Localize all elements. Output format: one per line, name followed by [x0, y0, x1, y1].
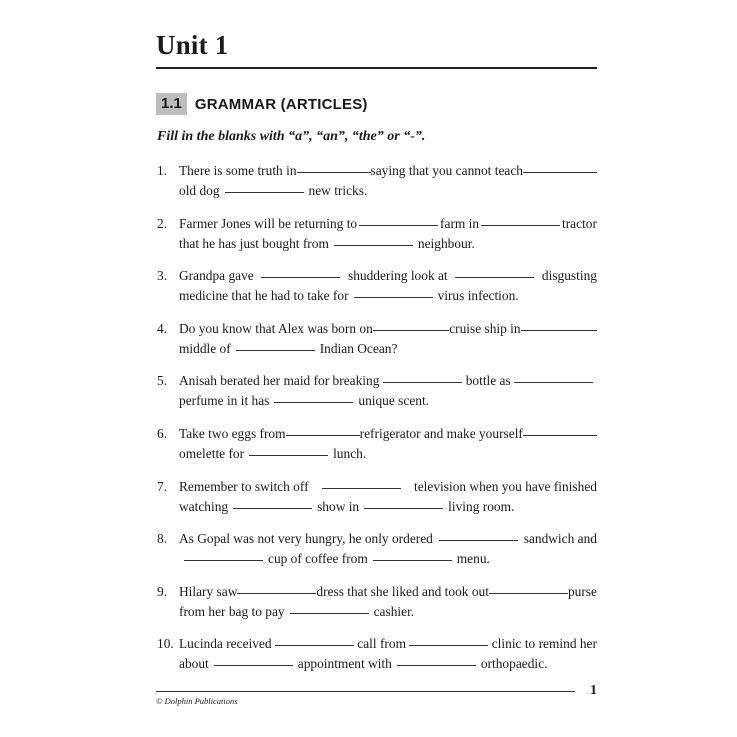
item-number: 7. — [157, 478, 168, 494]
item-text: dress that she liked and took out — [316, 583, 489, 599]
item-line1 — [179, 582, 597, 602]
item-line2 — [179, 497, 597, 517]
exercise-item — [157, 370, 597, 423]
item-text: cruise ship in — [449, 320, 521, 336]
item-text: cup of coffee from — [268, 551, 368, 567]
answer-blank[interactable] — [184, 560, 263, 561]
item-line1 — [179, 424, 597, 444]
item-text: unique scent. — [358, 393, 430, 409]
item-number: 6. — [157, 425, 168, 441]
answer-blank[interactable] — [439, 540, 518, 541]
item-text: from her bag to pay — [179, 603, 285, 619]
answer-blank[interactable] — [383, 382, 462, 383]
answer-blank[interactable] — [286, 435, 360, 436]
answer-blank[interactable] — [322, 488, 401, 489]
item-text: medicine that he had to take for — [179, 288, 349, 304]
answer-blank[interactable] — [359, 225, 438, 226]
item-text: saying that you cannot teach — [370, 163, 523, 178]
answer-blank[interactable] — [521, 330, 597, 331]
exercise-item — [157, 423, 597, 476]
answer-blank[interactable] — [233, 508, 312, 509]
title-divider — [156, 67, 597, 69]
exercise-item — [157, 318, 597, 371]
item-text: living room. — [448, 498, 515, 514]
item-text: Lucinda received — [179, 636, 272, 652]
item-line2 — [179, 181, 597, 201]
item-number: 2. — [157, 215, 168, 231]
item-text: new tricks. — [308, 183, 368, 198]
item-text: menu. — [456, 551, 490, 567]
item-text: Hilary saw — [179, 583, 238, 599]
item-text: orthopaedic. — [480, 656, 548, 672]
item-text: lunch. — [333, 445, 367, 461]
instruction: Fill in the blanks with “a”, “an”, “the” or “-”. — [157, 129, 426, 144]
item-text: clinic to remind her — [491, 636, 597, 652]
item-line1 — [179, 477, 597, 497]
answer-blank[interactable] — [225, 192, 304, 193]
answer-blank[interactable] — [523, 172, 597, 173]
item-text: tractor — [562, 215, 597, 231]
answer-blank[interactable] — [297, 172, 371, 173]
item-text: Do you know that Alex was born on — [179, 320, 373, 336]
item-text: Indian Ocean? — [319, 340, 398, 356]
answer-blank[interactable] — [397, 665, 476, 666]
item-text: omelette for — [179, 445, 245, 461]
answer-blank[interactable] — [290, 613, 369, 614]
answer-blank[interactable] — [237, 593, 316, 594]
section-number: 1.1 — [156, 93, 187, 115]
answer-blank[interactable] — [334, 245, 413, 246]
item-text: Anisah berated her maid for breaking — [179, 373, 380, 389]
page-number: 1 — [590, 683, 597, 698]
exercise-list — [157, 160, 597, 686]
answer-blank[interactable] — [354, 297, 433, 298]
answer-blank[interactable] — [214, 665, 293, 666]
item-text: perfume in it has — [179, 393, 270, 409]
item-text: Take two eggs from — [179, 425, 286, 441]
item-text: bottle as — [465, 373, 511, 389]
item-number: 10. — [157, 636, 174, 652]
item-line1 — [179, 319, 597, 339]
item-text: old dog — [179, 183, 220, 198]
exercise-item — [157, 476, 597, 529]
item-number: 4. — [157, 320, 168, 336]
answer-blank[interactable] — [523, 435, 597, 436]
answer-blank[interactable] — [261, 277, 340, 278]
item-text: television when you have finished — [414, 478, 597, 494]
exercise-item — [157, 265, 597, 318]
item-text: Grandpa gave — [179, 268, 254, 284]
item-line2 — [179, 602, 597, 622]
item-text: about — [179, 656, 209, 672]
answer-blank[interactable] — [409, 645, 488, 646]
answer-blank[interactable] — [489, 593, 568, 594]
footer-divider — [156, 691, 575, 692]
item-text: Farmer Jones will be returning to — [179, 215, 358, 231]
item-line1 — [179, 371, 597, 391]
item-text: Remember to switch off — [179, 478, 309, 494]
answer-blank[interactable] — [373, 330, 449, 331]
exercise-item — [157, 528, 597, 581]
item-text: cashier. — [373, 603, 415, 619]
item-number: 8. — [157, 531, 168, 547]
exercise-item — [157, 213, 597, 266]
answer-blank[interactable] — [373, 560, 452, 561]
answer-blank[interactable] — [481, 225, 560, 226]
item-text: show in — [317, 498, 360, 514]
copyright: © Dolphin Publications — [156, 696, 238, 706]
answer-blank[interactable] — [455, 277, 534, 278]
item-text: There is some truth in — [179, 163, 297, 178]
item-number: 1. — [157, 163, 168, 178]
item-text: refrigerator and make yourself — [359, 425, 523, 441]
item-number: 3. — [157, 268, 168, 284]
item-text: that he has just bought from — [179, 235, 329, 251]
item-text: sandwich and — [523, 531, 597, 547]
item-line2 — [179, 339, 597, 359]
answer-blank[interactable] — [236, 350, 315, 351]
answer-blank[interactable] — [275, 645, 354, 646]
unit-title: Unit 1 — [156, 30, 229, 60]
answer-blank[interactable] — [249, 455, 328, 456]
item-line2 — [179, 391, 597, 411]
item-line1 — [179, 529, 597, 549]
item-line2 — [179, 444, 597, 464]
item-text: virus infection. — [437, 288, 519, 304]
answer-blank[interactable] — [364, 508, 443, 509]
item-text: appointment with — [297, 656, 392, 672]
item-number: 9. — [157, 583, 168, 599]
item-line1 — [179, 214, 597, 234]
item-text: call from — [357, 636, 407, 652]
item-text: farm in — [440, 215, 480, 231]
item-line1 — [179, 634, 597, 654]
answer-blank[interactable] — [274, 402, 353, 403]
item-line2 — [179, 654, 597, 674]
item-text: disgusting — [541, 268, 597, 284]
item-number: 5. — [157, 373, 168, 389]
item-line1 — [179, 266, 597, 286]
exercise-item — [157, 633, 597, 686]
section-header — [156, 92, 368, 116]
answer-blank[interactable] — [514, 382, 593, 383]
exercise-item — [157, 160, 597, 213]
item-text: middle of — [179, 340, 231, 356]
item-line2 — [179, 549, 597, 569]
item-text: neighbour. — [417, 235, 475, 251]
item-text: As Gopal was not very hungry, he only ordered — [179, 531, 433, 547]
item-line2 — [179, 234, 597, 254]
item-line1 — [179, 161, 597, 181]
exercise-item — [157, 581, 597, 634]
item-text: shuddering look at — [347, 268, 448, 284]
item-text: watching — [179, 498, 229, 514]
item-line2 — [179, 286, 597, 306]
item-text: purse — [567, 583, 597, 599]
section-title: GRAMMAR (ARTICLES) — [194, 95, 368, 113]
